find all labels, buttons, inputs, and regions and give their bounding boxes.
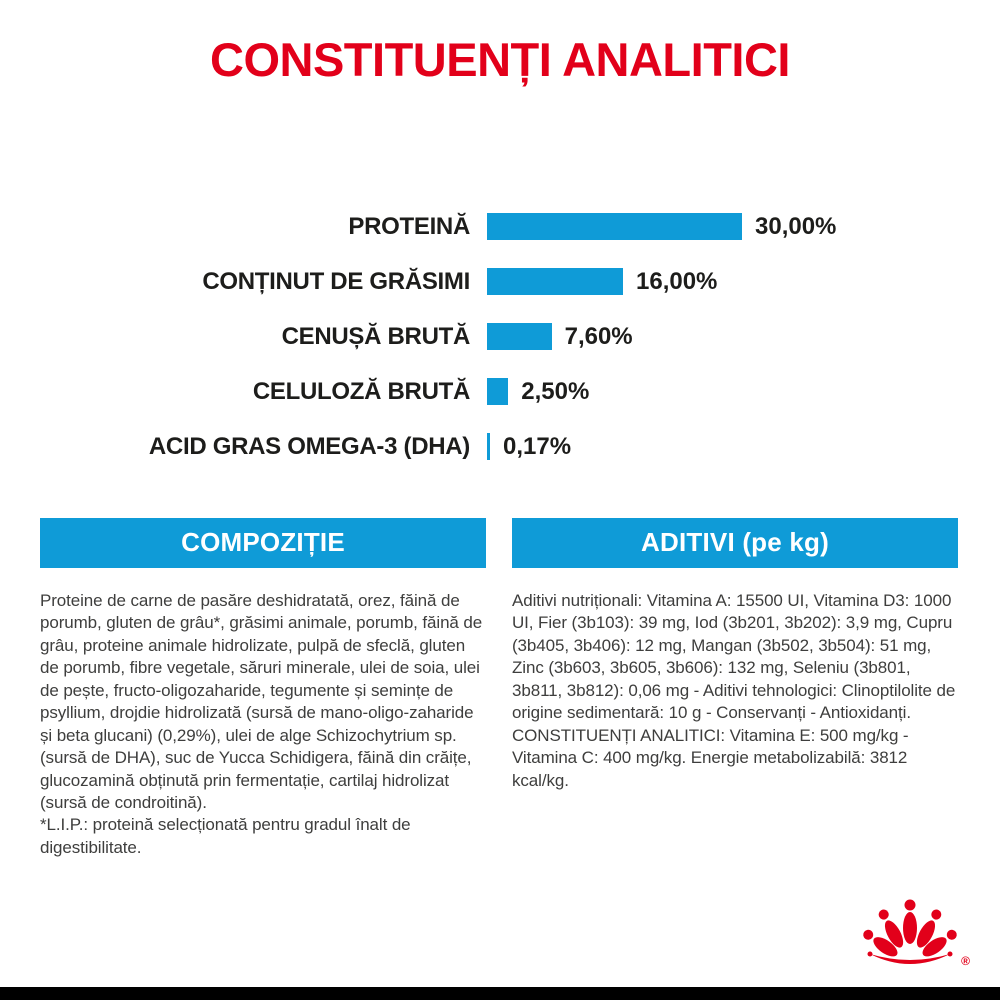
additives-body: Aditivi nutriționali: Vitamina A: 15500 UI, Vitamina D3: 1000 UI, Fier (3b103): 39 mg, Iod (3b201, 3b202): 3,9 mg, Cupru (3b405, 3b406): 12 mg, Mangan (3b502, 3b504): 51 mg, Zinc (3b603, 3b605, 3b606): 132 mg, Seleniu (3b801, 3b811, 3b812): 0,06 mg - Aditivi tehnologici: Clinoptilolite de origine sedimentară: 10 g - Conservanți - Antioxidanți. bbox=[512, 591, 956, 723]
bar-category-label: PROTEINĂ bbox=[348, 212, 470, 240]
additives-header: ADITIVI (pe kg) bbox=[512, 518, 958, 568]
analytical-constituents-chart bbox=[0, 199, 1000, 474]
additives-section bbox=[512, 518, 958, 859]
bar bbox=[487, 378, 508, 405]
bar-category-label: ACID GRAS OMEGA-3 (DHA) bbox=[148, 432, 470, 460]
bar-value-label: 0,17% bbox=[503, 432, 572, 460]
chart-row bbox=[0, 254, 1000, 309]
info-columns bbox=[40, 518, 958, 859]
bar-value-label: 16,00% bbox=[636, 267, 718, 295]
bar bbox=[487, 268, 623, 295]
bar-category-label: CONȚINUT DE GRĂSIMI bbox=[202, 267, 470, 295]
composition-header: COMPOZIȚIE bbox=[40, 518, 486, 568]
crown-logo-graphic bbox=[858, 884, 962, 974]
bar-value-label: 7,60% bbox=[564, 322, 633, 350]
composition-footnote: *L.I.P.: proteină selecționată pentru gradul înalt de digestibilitate. bbox=[40, 815, 411, 857]
additives-analytical-constituents: CONSTITUENȚI ANALITICI: Vitamina E: 500 mg/kg - Vitamina C: 400 mg/kg. Energie metabolizabilă: 3812 kcal/kg. bbox=[512, 725, 909, 790]
bar bbox=[487, 213, 742, 240]
bar bbox=[487, 323, 552, 350]
bar-category-label: CELULOZĂ BRUTĂ bbox=[252, 377, 470, 405]
chart-row bbox=[0, 199, 1000, 254]
bar-value-label: 30,00% bbox=[755, 212, 837, 240]
composition-body: Proteine de carne de pasăre deshidratată, orez, făină de porumb, gluten de grâu*, grăsimi animale, porumb, făină de grâu, proteine animale hidrolizate, pulpă de sfeclă, gluten de porumb, fibre vegetale, săruri minerale, ulei de soia, ulei de pește, fructo-oligozaharide, tegumente și semințe de psyllium, drojdie hidrolizată (sursă de mano-oligo-zaharide și beta glucani) (0,29%), ulei de alge Schizochytrium sp. (sursă de DHA), suc de Yucca Schidigera, făină din crăițe, glucozamină obținută prin fermentație, cartilaj hidrolizat (sursă de condroitină). bbox=[40, 591, 483, 812]
bar bbox=[487, 433, 490, 460]
bar-value-label: 2,50% bbox=[521, 377, 590, 405]
page-title: CONSTITUENȚI ANALITICI bbox=[210, 33, 790, 86]
registered-trademark: ® bbox=[961, 954, 970, 968]
chart-row bbox=[0, 419, 1000, 474]
chart-row bbox=[0, 364, 1000, 419]
composition-section bbox=[40, 518, 486, 859]
chart-row bbox=[0, 309, 1000, 364]
bar-category-label: CENUȘĂ BRUTĂ bbox=[281, 322, 470, 350]
bottom-black-bar bbox=[0, 987, 1000, 1000]
royal-canin-crown-logo bbox=[858, 884, 970, 974]
